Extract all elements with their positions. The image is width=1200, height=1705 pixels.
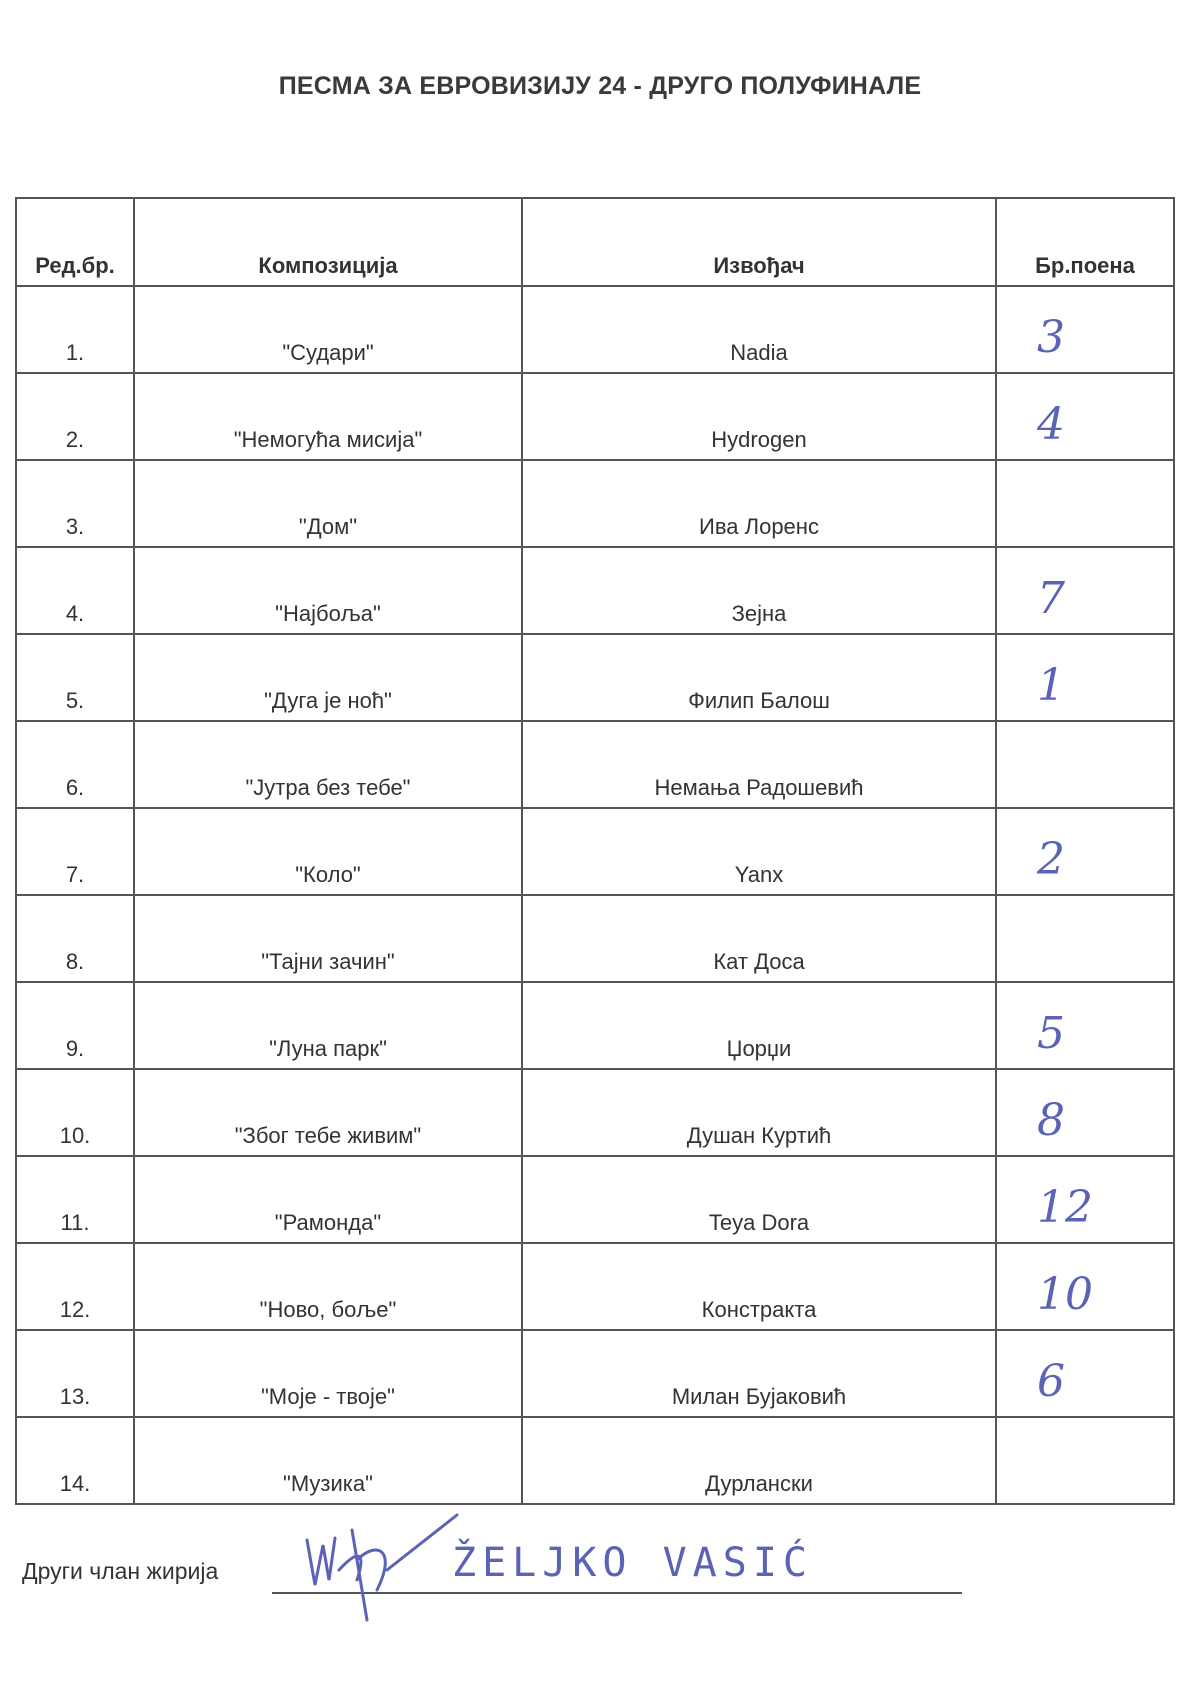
row-artist: Кат Доса <box>522 895 996 982</box>
row-song: "Најбоља" <box>134 547 522 634</box>
row-song: "Немогућа мисија" <box>134 373 522 460</box>
table-row <box>16 1330 1174 1417</box>
table-row <box>16 373 1174 460</box>
header-song: Композиција <box>134 198 522 286</box>
row-artist: Yanx <box>522 808 996 895</box>
row-artist: Дурлански <box>522 1417 996 1504</box>
handwritten-points: 2 <box>1037 834 1065 885</box>
row-number: 4. <box>16 547 134 634</box>
row-song: "Коло" <box>134 808 522 895</box>
table-row <box>16 634 1174 721</box>
table-row <box>16 1156 1174 1243</box>
row-song: "Ново, боље" <box>134 1243 522 1330</box>
handwritten-points: 6 <box>1037 1356 1065 1407</box>
table-row <box>16 721 1174 808</box>
table-header-row <box>16 198 1174 286</box>
table-row <box>16 460 1174 547</box>
row-artist: Hydrogen <box>522 373 996 460</box>
row-song: "Тајни зачин" <box>134 895 522 982</box>
row-points <box>996 1417 1174 1504</box>
row-song: "Рамонда" <box>134 1156 522 1243</box>
handwritten-signature <box>297 1510 467 1630</box>
signature-label: Други члан жирија <box>22 1558 219 1584</box>
row-artist: Ива Лоренс <box>522 460 996 547</box>
handwritten-points: 8 <box>1037 1095 1065 1146</box>
table-row <box>16 547 1174 634</box>
row-points <box>996 895 1174 982</box>
row-artist: Nadia <box>522 286 996 373</box>
table-row <box>16 286 1174 373</box>
row-artist: Немања Радошевић <box>522 721 996 808</box>
signature-section <box>22 1510 942 1630</box>
header-number: Ред.бр. <box>16 198 134 286</box>
row-points <box>996 1243 1174 1330</box>
row-song: "Због тебе живим" <box>134 1069 522 1156</box>
header-points: Бр.поена <box>996 198 1174 286</box>
jury-voting-table <box>15 197 1175 1505</box>
handwritten-name: ŽELJKO VASIĆ <box>452 1540 813 1586</box>
row-number: 8. <box>16 895 134 982</box>
row-song: "Јутра без тебе" <box>134 721 522 808</box>
handwritten-points: 3 <box>1037 312 1065 363</box>
row-points <box>996 373 1174 460</box>
row-number: 11. <box>16 1156 134 1243</box>
row-number: 5. <box>16 634 134 721</box>
row-song: "Музика" <box>134 1417 522 1504</box>
row-points <box>996 634 1174 721</box>
row-number: 2. <box>16 373 134 460</box>
table-row <box>16 1069 1174 1156</box>
table-row <box>16 982 1174 1069</box>
row-points <box>996 286 1174 373</box>
table-row <box>16 895 1174 982</box>
handwritten-points: 12 <box>1037 1182 1093 1233</box>
row-points <box>996 808 1174 895</box>
row-artist: Филип Балош <box>522 634 996 721</box>
handwritten-points: 5 <box>1037 1008 1065 1059</box>
row-points <box>996 547 1174 634</box>
row-artist: Џорџи <box>522 982 996 1069</box>
header-artist: Извођач <box>522 198 996 286</box>
handwritten-points: 1 <box>1037 660 1065 711</box>
handwritten-points: 7 <box>1037 573 1065 624</box>
document-title: ПЕСМА ЗА ЕВРОВИЗИЈУ 24 - ДРУГО ПОЛУФИНАЛЕ <box>278 72 922 100</box>
row-song: "Дуга је ноћ" <box>134 634 522 721</box>
table-row <box>16 1243 1174 1330</box>
row-points <box>996 982 1174 1069</box>
row-number: 7. <box>16 808 134 895</box>
row-number: 12. <box>16 1243 134 1330</box>
row-song: "Луна парк" <box>134 982 522 1069</box>
row-number: 10. <box>16 1069 134 1156</box>
row-points <box>996 721 1174 808</box>
row-number: 1. <box>16 286 134 373</box>
row-number: 3. <box>16 460 134 547</box>
table-row <box>16 808 1174 895</box>
row-song: "Дом" <box>134 460 522 547</box>
row-artist: Teya Dora <box>522 1156 996 1243</box>
row-number: 14. <box>16 1417 134 1504</box>
row-points <box>996 460 1174 547</box>
row-song: "Судари" <box>134 286 522 373</box>
table-row <box>16 1417 1174 1504</box>
row-points <box>996 1069 1174 1156</box>
handwritten-points: 10 <box>1037 1269 1093 1320</box>
row-song: "Моје - твоје" <box>134 1330 522 1417</box>
row-artist: Констракта <box>522 1243 996 1330</box>
row-points <box>996 1156 1174 1243</box>
row-number: 6. <box>16 721 134 808</box>
row-number: 9. <box>16 982 134 1069</box>
row-artist: Душан Куртић <box>522 1069 996 1156</box>
row-points <box>996 1330 1174 1417</box>
row-artist: Зејна <box>522 547 996 634</box>
row-artist: Милан Бујаковић <box>522 1330 996 1417</box>
row-number: 13. <box>16 1330 134 1417</box>
handwritten-points: 4 <box>1037 399 1065 450</box>
